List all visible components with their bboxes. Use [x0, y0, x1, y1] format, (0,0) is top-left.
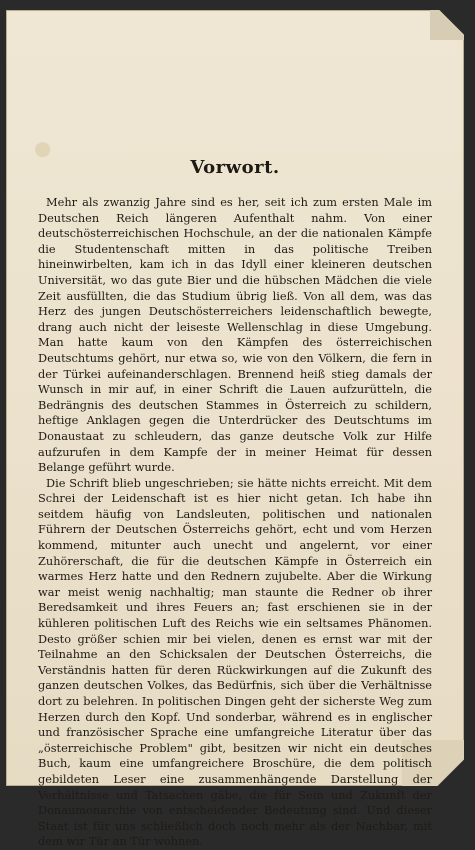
- page-title: Vorwort.: [190, 157, 280, 178]
- page-corner-fold-top: [430, 10, 464, 40]
- paragraph-2: Die Schrift blieb ungeschrieben; sie hätte nichts erreicht. Mit dem Schrei der Leidenschaft ist es hier nicht getan. Ich habe ihn seitdem häufig von Landsleuten, politischen und nationalen Führern der Deutschen Österreichs gehört, echt und vom Herzen kommend, mitunter auch unecht und angelernt, vor einer Zuhörerschaft, die für die deutschen Kämpfe in Österreich ein warmes Herz hatte und den Rednern zujubelte. Aber die Wirkung war meist wenig nachhaltig; man staunte die Redner ob ihrer Beredsamkeit und ihres Feuers an; fast erschienen sie in der kühleren politischen Luft des Reichs wie ein seltsames Phänomen. Desto größer schien mir bei vielen, denen es ernst war mit der Teilnahme an den Schicksalen der Deutschen Österreichs, die Verständnis hatten für deren Rückwirkungen auf die Zukunft des ganzen deutschen Volkes, das Bedürfnis, sich über die Verhältnisse dort zu belehren. In politischen Dingen geht der sicherste Weg zum Herzen durch den Kopf. Und sonderbar, während es in englischer und französischer Sprache eine umfangreiche Literatur über das „österreichische Problem" gibt, besitzen wir nicht ein deutsches Buch, kaum eine umfangreichere Broschüre, die dem politisch gebildeten Leser eine zusammenhängende Darstellung der Verhältnisse und Tatsachen gäbe, die für Sein und Zukunft der Donaumonarchie von entscheidender Bedeutung sind. Und dieser Staat ist für uns schließlich doch noch mehr als der Nachbar, mit dem wir Tür an Tür wohnen.: [38, 475, 432, 849]
- paragraph-1: Mehr als zwanzig Jahre sind es her, seit ich zum ersten Male im Deutschen Reich längeren Aufenthalt nahm. Von einer deutschösterreichischen Hochschule, an der die nationalen Kämpfe die Studentenschaft mitten in das politische Treiben hineinwirbelten, kam ich in das Idyll einer kleineren deutschen Universität, wo das gute Bier und die hübschen Mädchen die viele Zeit ausfüllten, die das Studium übrig ließ. Von all dem, was das Herz des jungen Deutschösterreichers leidenschaftlich bewegte, drang auch nicht der leiseste Wellenschlag in diese Umgebung. Man hatte kaum von den Kämpfen des österreichischen Deutschtums gehört, nur etwa so, wie von den Völkern, die fern in der Türkei aufeinanderschlagen. Brennend heiß stieg damals der Wunsch in mir auf, in einer Schrift die Lauen aufzurütteln, die Bedrängnis des deutschen Stammes in Österreich zu schildern, heftige Anklagen gegen die Unterdrücker des Deutschtums im Donaustaat zu schleudern, das ganze deutsche Volk zur Hilfe aufzurufen in dem Kampfe der in meiner Heimat für dessen Belange geführt wurde.: [38, 195, 432, 475]
- book-page: [6, 10, 464, 849]
- page-content: [38, 157, 432, 850]
